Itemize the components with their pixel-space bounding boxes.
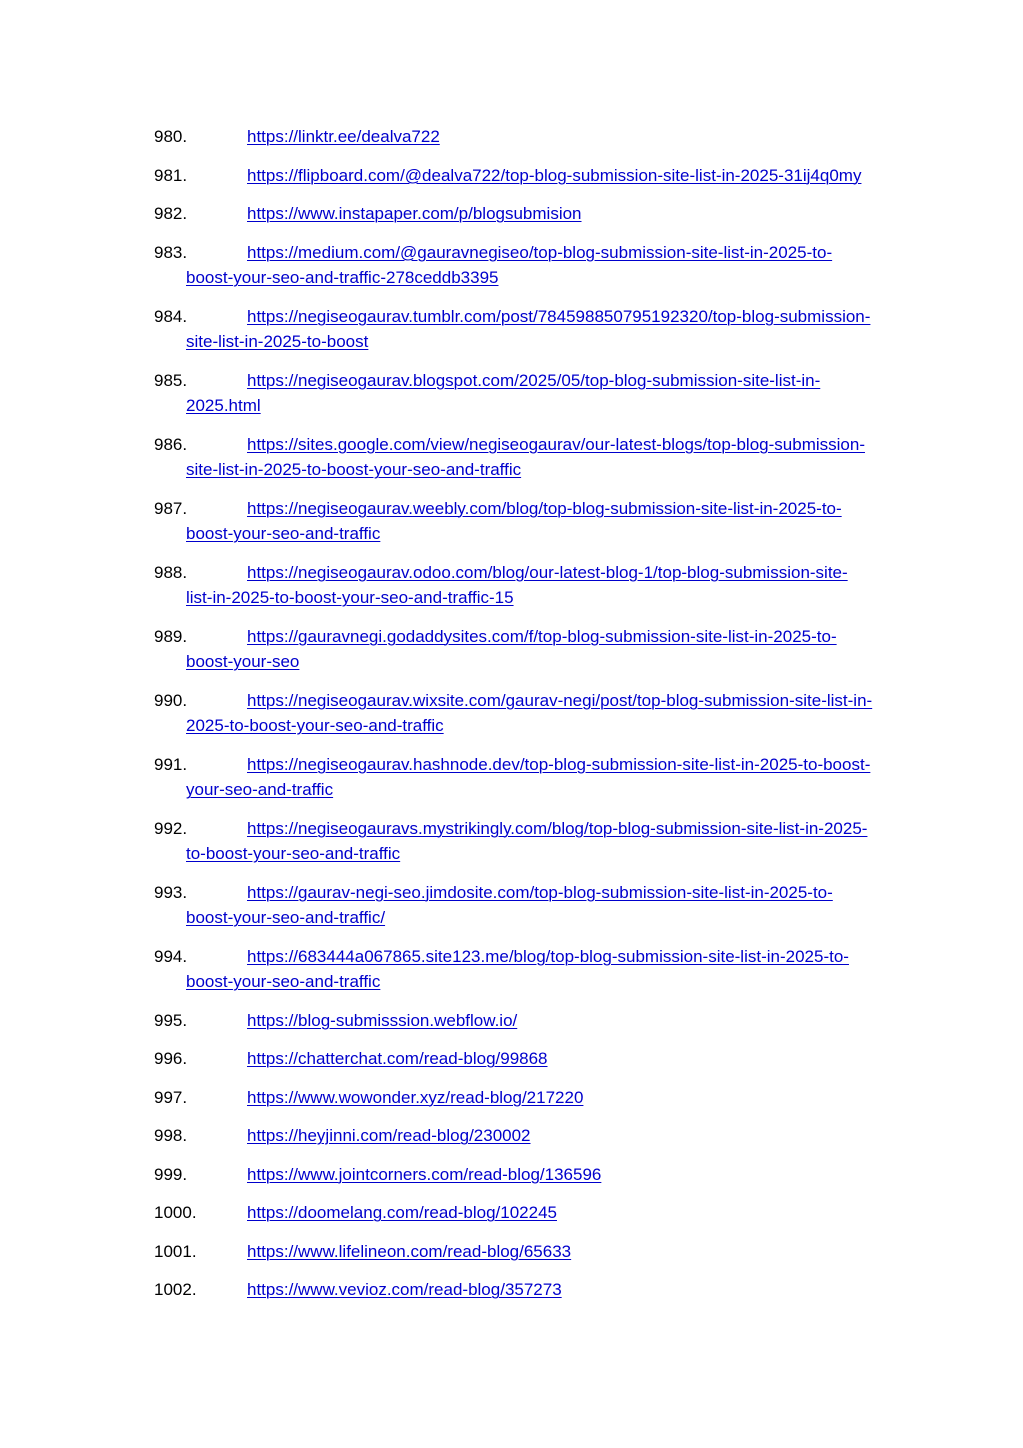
list-item (154, 368, 914, 419)
list-item-number: 980. (154, 127, 188, 146)
url-link[interactable]: https://negiseogaurav.hashnode.dev/top-blog-submission-site-list-in-2025-to-boost- (247, 754, 871, 774)
url-link[interactable]: https://www.wowonder.xyz/read-blog/217220 (247, 1087, 584, 1107)
list-item-number: 986. (154, 434, 188, 454)
list-item-number: 993. (154, 882, 188, 902)
list-item-number: 989. (154, 626, 188, 646)
url-link-continuation[interactable]: boost-your-seo-and-traffic (186, 524, 381, 543)
url-link-continuation[interactable]: boost-your-seo-and-traffic-278ceddb3395 (186, 268, 499, 287)
list-item (154, 624, 914, 675)
list-item-number: 988. (154, 562, 188, 582)
list-item-number: 998. (154, 1126, 188, 1145)
url-link[interactable]: https://heyjinni.com/read-blog/230002 (247, 1126, 531, 1145)
list-item (154, 688, 914, 739)
url-link[interactable]: https://negiseogaurav.wixsite.com/gaurav-negi/post/top-blog-submission-site-list-in- (247, 690, 873, 710)
url-link[interactable]: https://flipboard.com/@dealva722/top-blog-submission-site-list-in-2025-31ij4q0my (247, 165, 862, 185)
url-link-continuation[interactable]: your-seo-and-traffic (186, 780, 334, 799)
list-item-number: 981. (154, 165, 188, 185)
list-item (154, 124, 914, 150)
list-item-number: 1002. (154, 1280, 197, 1299)
url-link[interactable]: https://www.instapaper.com/p/blogsubmision (247, 204, 582, 223)
list-item-number: 997. (154, 1087, 188, 1107)
list-item (154, 496, 914, 547)
list-item (154, 944, 914, 995)
list-item-number: 992. (154, 818, 188, 838)
list-item (154, 1162, 914, 1188)
url-link-continuation[interactable]: 2025-to-boost-your-seo-and-traffic (186, 716, 444, 735)
url-link[interactable]: https://medium.com/@gauravnegiseo/top-blog-submission-site-list-in-2025-to- (247, 242, 833, 262)
url-link[interactable]: https://linktr.ee/dealva722 (247, 127, 440, 146)
url-link[interactable]: https://negiseogauravs.mystrikingly.com/blog/top-blog-submission-site-list-in-2025- (247, 818, 868, 838)
list-item-number: 987. (154, 498, 188, 518)
url-link-continuation[interactable]: site-list-in-2025-to-boost-your-seo-and-traffic (186, 460, 522, 479)
list-item (154, 432, 914, 483)
list-item-number: 996. (154, 1049, 188, 1068)
url-link-continuation[interactable]: to-boost-your-seo-and-traffic (186, 844, 401, 863)
list-item (154, 560, 914, 611)
url-link-continuation[interactable]: boost-your-seo-and-traffic (186, 972, 381, 991)
numbered-link-list (154, 124, 914, 1316)
url-link[interactable]: https://www.vevioz.com/read-blog/357273 (247, 1280, 562, 1299)
list-item (154, 816, 914, 867)
url-link[interactable]: https://negiseogaurav.blogspot.com/2025/05/top-blog-submission-site-list-in- (247, 370, 821, 390)
list-item-number: 999. (154, 1164, 188, 1184)
list-item-number: 984. (154, 306, 188, 326)
url-link[interactable]: https://blog-submisssion.webflow.io/ (247, 1010, 518, 1030)
list-item-number: 991. (154, 754, 188, 774)
url-link[interactable]: https://negiseogaurav.odoo.com/blog/our-latest-blog-1/top-blog-submission-site- (247, 562, 848, 582)
url-link[interactable]: https://chatterchat.com/read-blog/99868 (247, 1049, 548, 1068)
list-item-number: 983. (154, 242, 188, 262)
list-item (154, 1200, 914, 1226)
list-item (154, 1123, 914, 1149)
url-link[interactable]: https://doomelang.com/read-blog/102245 (247, 1203, 557, 1222)
list-item (154, 201, 914, 227)
list-item (154, 163, 914, 189)
list-item (154, 1008, 914, 1034)
list-item (154, 880, 914, 931)
list-item-number: 1001. (154, 1241, 197, 1261)
list-item (154, 240, 914, 291)
url-link[interactable]: https://www.jointcorners.com/read-blog/136596 (247, 1164, 602, 1184)
list-item (154, 1046, 914, 1072)
url-link[interactable]: https://negiseogaurav.tumblr.com/post/784598850795192320/top-blog-submission- (247, 306, 871, 326)
list-item-number: 990. (154, 690, 188, 710)
list-item (154, 1277, 914, 1303)
url-link[interactable]: https://www.lifelineon.com/read-blog/65633 (247, 1241, 572, 1261)
list-item-number: 982. (154, 204, 188, 223)
list-item-number: 995. (154, 1010, 188, 1030)
list-item (154, 1239, 914, 1265)
url-link[interactable]: https://683444a067865.site123.me/blog/top-blog-submission-site-list-in-2025-to- (247, 946, 849, 966)
list-item-number: 994. (154, 946, 188, 966)
list-item (154, 1085, 914, 1111)
list-item (154, 752, 914, 803)
list-item-number: 985. (154, 370, 188, 390)
url-link-continuation[interactable]: boost-your-seo-and-traffic/ (186, 908, 386, 927)
url-link[interactable]: https://gaurav-negi-seo.jimdosite.com/top-blog-submission-site-list-in-2025-to- (247, 882, 833, 902)
url-link-continuation[interactable]: site-list-in-2025-to-boost (186, 332, 369, 351)
url-link[interactable]: https://gauravnegi.godaddysites.com/f/top-blog-submission-site-list-in-2025-to- (247, 626, 837, 646)
url-link[interactable]: https://negiseogaurav.weebly.com/blog/top-blog-submission-site-list-in-2025-to- (247, 498, 842, 518)
url-link-continuation[interactable]: boost-your-seo (186, 652, 300, 671)
list-item (154, 304, 914, 355)
url-link[interactable]: https://sites.google.com/view/negiseogaurav/our-latest-blogs/top-blog-submission- (247, 434, 865, 454)
url-link-continuation[interactable]: 2025.html (186, 396, 261, 415)
list-item-number: 1000. (154, 1203, 197, 1222)
url-link-continuation[interactable]: list-in-2025-to-boost-your-seo-and-traffic-15 (186, 588, 514, 607)
